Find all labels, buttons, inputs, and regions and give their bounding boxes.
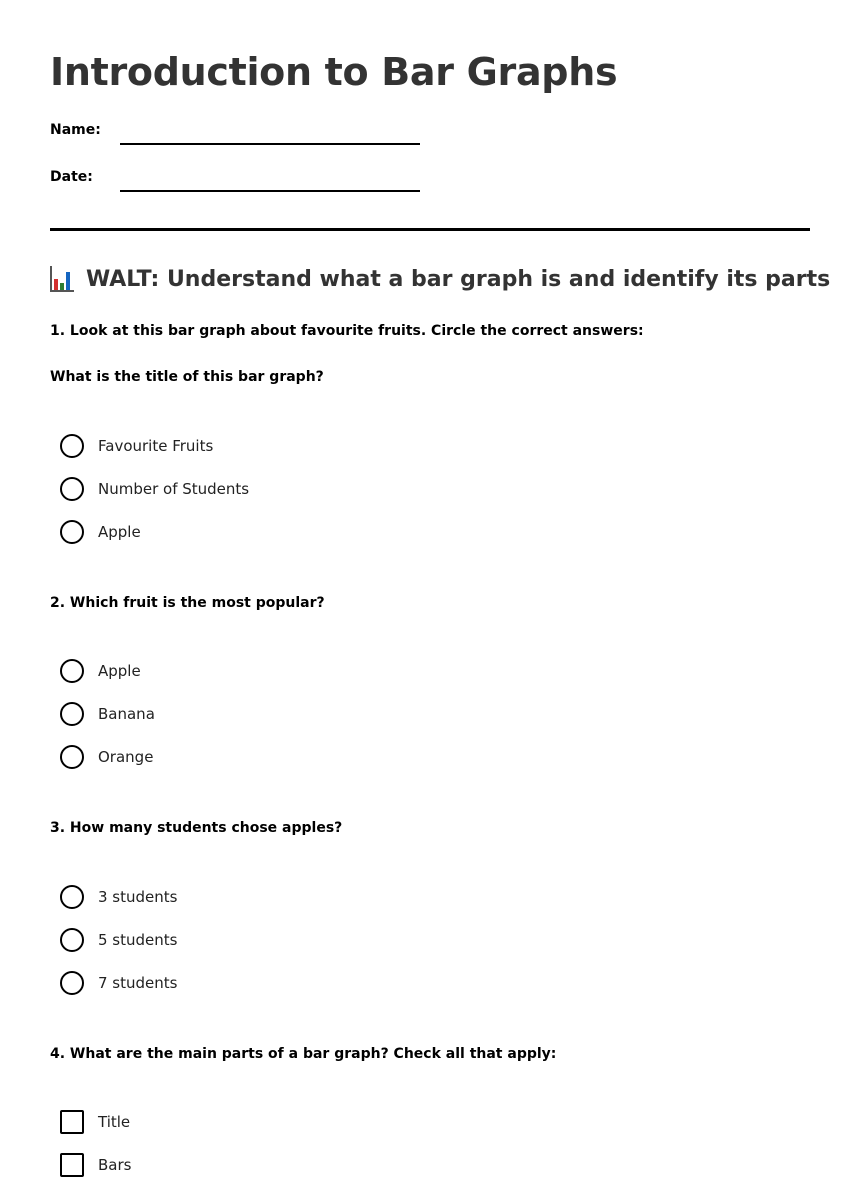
date-field[interactable] <box>120 174 420 192</box>
name-field[interactable] <box>120 127 420 145</box>
name-label: Name: <box>50 122 101 138</box>
question-3-option-1[interactable] <box>60 884 177 910</box>
checkbox[interactable] <box>60 1110 84 1134</box>
worksheet-title: Introduction to Bar Graphs <box>50 50 618 94</box>
radio-button[interactable] <box>60 434 84 458</box>
radio-button[interactable] <box>60 971 84 995</box>
section-heading <box>50 266 830 292</box>
radio-button[interactable] <box>60 477 84 501</box>
question-3-option-2[interactable] <box>60 927 177 953</box>
bar-chart-icon <box>50 266 74 292</box>
question-3-text: 3. How many students chose apples? <box>50 820 343 836</box>
option-label: Bars <box>98 1156 132 1174</box>
section-heading-text: WALT: Understand what a bar graph is and identify its parts <box>86 266 831 292</box>
question-1-option-2[interactable] <box>60 476 249 502</box>
section-divider <box>50 228 810 231</box>
option-label: Apple <box>98 662 141 680</box>
option-label: Favourite Fruits <box>98 437 214 455</box>
question-1-option-3[interactable] <box>60 519 141 545</box>
question-4-option-1[interactable] <box>60 1109 130 1135</box>
option-label: Title <box>98 1113 131 1131</box>
option-label: 5 students <box>98 931 178 949</box>
name-field-row <box>50 120 450 150</box>
option-label: Number of Students <box>98 480 250 498</box>
date-field-row <box>50 167 450 197</box>
option-label: Apple <box>98 523 141 541</box>
section-instruction: 1. Look at this bar graph about favourite fruits. Circle the correct answers: <box>50 323 644 339</box>
question-4-text: 4. What are the main parts of a bar graph? Check all that apply: <box>50 1046 557 1062</box>
option-label: 3 students <box>98 888 178 906</box>
question-1-option-1[interactable] <box>60 433 213 459</box>
radio-button[interactable] <box>60 702 84 726</box>
option-label: Orange <box>98 748 154 766</box>
question-2-text: 2. Which fruit is the most popular? <box>50 595 325 611</box>
question-2-option-1[interactable] <box>60 658 141 684</box>
question-1-text: What is the title of this bar graph? <box>50 369 324 385</box>
question-2-option-3[interactable] <box>60 744 153 770</box>
radio-button[interactable] <box>60 520 84 544</box>
radio-button[interactable] <box>60 659 84 683</box>
radio-button[interactable] <box>60 885 84 909</box>
checkbox[interactable] <box>60 1153 84 1177</box>
question-3-option-3[interactable] <box>60 970 177 996</box>
date-label: Date: <box>50 169 93 185</box>
option-label: 7 students <box>98 974 178 992</box>
radio-button[interactable] <box>60 745 84 769</box>
option-label: Banana <box>98 705 155 723</box>
radio-button[interactable] <box>60 928 84 952</box>
question-2-option-2[interactable] <box>60 701 155 727</box>
question-4-option-2[interactable] <box>60 1152 131 1178</box>
